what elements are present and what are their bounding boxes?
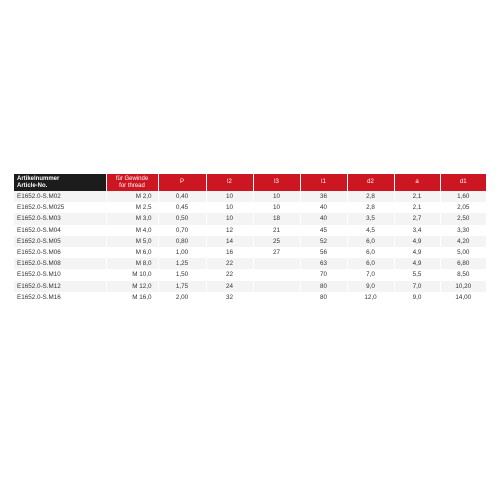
cell-d1: 4,20 <box>440 236 486 247</box>
header-article-en: Article-No. <box>17 182 48 189</box>
cell-l1: 70 <box>300 269 347 280</box>
spec-table <box>14 174 486 303</box>
table-row <box>14 281 486 292</box>
cell-l2: 14 <box>206 236 253 247</box>
cell-l2: 16 <box>206 247 253 258</box>
table-row <box>14 225 486 236</box>
cell-l3 <box>253 281 300 292</box>
cell-thread: M 16,0 <box>106 292 158 303</box>
cell-l1: 52 <box>300 236 347 247</box>
cell-p: 0,70 <box>158 225 206 236</box>
cell-thread: M 8,0 <box>106 258 158 269</box>
cell-article-no: E1652.0-S.M12 <box>14 281 106 292</box>
cell-p: 1,00 <box>158 247 206 258</box>
cell-p: 0,40 <box>158 191 206 202</box>
spec-table-container <box>14 174 486 303</box>
cell-l3: 10 <box>253 202 300 213</box>
cell-d2: 3,5 <box>347 213 394 224</box>
cell-article-no: E1652.0-S.M05 <box>14 236 106 247</box>
cell-article-no: E1652.0-S.M03 <box>14 213 106 224</box>
cell-l3: 25 <box>253 236 300 247</box>
cell-article-no: E1652.0-S.M08 <box>14 258 106 269</box>
cell-thread: M 3,0 <box>106 213 158 224</box>
cell-l2: 22 <box>206 258 253 269</box>
cell-d2: 2,8 <box>347 202 394 213</box>
cell-thread: M 2,5 <box>106 202 158 213</box>
cell-p: 1,75 <box>158 281 206 292</box>
cell-d2: 6,0 <box>347 236 394 247</box>
cell-article-no: E1652.0-S.M10 <box>14 269 106 280</box>
cell-d1: 6,80 <box>440 258 486 269</box>
header-d1: d1 <box>440 174 486 191</box>
cell-a: 9,0 <box>394 292 440 303</box>
cell-l1: 40 <box>300 202 347 213</box>
table-row <box>14 236 486 247</box>
cell-a: 4,9 <box>394 236 440 247</box>
cell-thread: M 12,0 <box>106 281 158 292</box>
cell-thread: M 2,0 <box>106 191 158 202</box>
cell-d1: 2,50 <box>440 213 486 224</box>
cell-l3 <box>253 292 300 303</box>
cell-article-no: E1652.0-S.M04 <box>14 225 106 236</box>
table-row <box>14 258 486 269</box>
cell-d1: 3,30 <box>440 225 486 236</box>
cell-d1: 14,00 <box>440 292 486 303</box>
table-row <box>14 191 486 202</box>
cell-a: 7,0 <box>394 281 440 292</box>
cell-l1: 80 <box>300 292 347 303</box>
cell-d2: 9,0 <box>347 281 394 292</box>
cell-d2: 12,0 <box>347 292 394 303</box>
cell-p: 2,00 <box>158 292 206 303</box>
cell-a: 4,9 <box>394 258 440 269</box>
cell-p: 0,50 <box>158 213 206 224</box>
cell-a: 2,7 <box>394 213 440 224</box>
cell-l3: 27 <box>253 247 300 258</box>
table-body <box>14 191 486 303</box>
header-l1: l1 <box>300 174 347 191</box>
cell-l2: 12 <box>206 225 253 236</box>
cell-l1: 40 <box>300 213 347 224</box>
cell-d1: 5,00 <box>440 247 486 258</box>
table-row <box>14 213 486 224</box>
cell-l2: 32 <box>206 292 253 303</box>
cell-l3: 18 <box>253 213 300 224</box>
header-d2: d2 <box>347 174 394 191</box>
cell-l3 <box>253 258 300 269</box>
cell-l1: 56 <box>300 247 347 258</box>
cell-d1: 2,05 <box>440 202 486 213</box>
cell-d2: 2,8 <box>347 191 394 202</box>
header-thread-en: for thread <box>119 182 145 189</box>
cell-d2: 4,5 <box>347 225 394 236</box>
cell-d1: 8,50 <box>440 269 486 280</box>
cell-l2: 22 <box>206 269 253 280</box>
header-l3: l3 <box>253 174 300 191</box>
cell-l1: 45 <box>300 225 347 236</box>
cell-thread: M 6,0 <box>106 247 158 258</box>
cell-l2: 10 <box>206 202 253 213</box>
table-row <box>14 202 486 213</box>
header-article-de: Artikelnummer <box>17 176 60 182</box>
cell-thread: M 5,0 <box>106 236 158 247</box>
header-a: a <box>394 174 440 191</box>
cell-l3: 21 <box>253 225 300 236</box>
header-article-no <box>14 174 106 191</box>
cell-d2: 6,0 <box>347 258 394 269</box>
cell-l3: 10 <box>253 191 300 202</box>
table-row <box>14 269 486 280</box>
cell-a: 2,1 <box>394 202 440 213</box>
cell-d1: 10,20 <box>440 281 486 292</box>
cell-l2: 10 <box>206 191 253 202</box>
cell-article-no: E1652.0-S.M02 <box>14 191 106 202</box>
cell-d1: 1,60 <box>440 191 486 202</box>
cell-p: 0,45 <box>158 202 206 213</box>
header-thread-de: für Gewinde <box>115 176 149 182</box>
cell-a: 4,9 <box>394 247 440 258</box>
header-p: P <box>158 174 206 191</box>
cell-p: 1,25 <box>158 258 206 269</box>
table-row <box>14 247 486 258</box>
cell-a: 5,5 <box>394 269 440 280</box>
table-row <box>14 292 486 303</box>
cell-d2: 7,0 <box>347 269 394 280</box>
cell-article-no: E1652.0-S.M025 <box>14 202 106 213</box>
header-l2: l2 <box>206 174 253 191</box>
header-thread <box>106 174 158 191</box>
cell-thread: M 4,0 <box>106 225 158 236</box>
table-header-row <box>14 174 486 191</box>
cell-article-no: E1652.0-S.M16 <box>14 292 106 303</box>
cell-a: 3,4 <box>394 225 440 236</box>
cell-l3 <box>253 269 300 280</box>
cell-l2: 24 <box>206 281 253 292</box>
cell-l1: 63 <box>300 258 347 269</box>
cell-d2: 6,0 <box>347 247 394 258</box>
cell-l1: 36 <box>300 191 347 202</box>
cell-a: 2,1 <box>394 191 440 202</box>
cell-p: 1,50 <box>158 269 206 280</box>
cell-l2: 10 <box>206 213 253 224</box>
cell-thread: M 10,0 <box>106 269 158 280</box>
cell-article-no: E1652.0-S.M06 <box>14 247 106 258</box>
cell-p: 0,80 <box>158 236 206 247</box>
cell-l1: 80 <box>300 281 347 292</box>
